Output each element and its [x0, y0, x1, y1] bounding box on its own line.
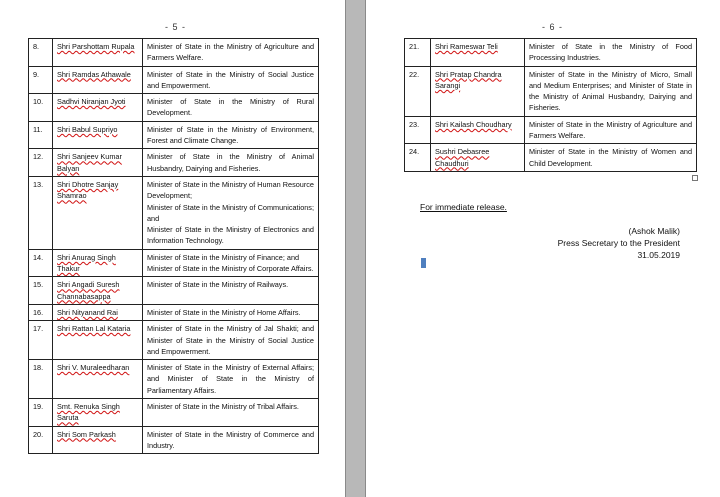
table-row	[29, 149, 319, 177]
portfolio-description: Minister of State in the Ministry of Agriculture and Farmers Welfare.	[525, 116, 697, 144]
ministers-table-page-5	[28, 38, 319, 454]
signatory-title: Press Secretary to the President	[557, 238, 680, 248]
minister-name	[53, 360, 143, 399]
portfolio-description: Minister of State in the Ministry of Environment, Forest and Climate Change.	[143, 121, 319, 149]
portfolio-description: Minister of State in the Ministry of External Affairs; and Minister of State in the Ministry of Parliamentary Affairs.	[143, 360, 319, 399]
portfolio-description: Minister of State in the Ministry of Human Resource Development; Minister of State in the Ministry of Communications; and Minister of State in the Ministry of Electronics and Information Technology.	[143, 176, 319, 249]
minister-name-text: Shri Ramdas Athawale	[57, 69, 131, 79]
portfolio-description: Minister of State in the Ministry of Women and Child Development.	[525, 144, 697, 172]
minister-name	[53, 426, 143, 454]
minister-name	[431, 144, 525, 172]
minister-name	[53, 249, 143, 277]
serial-number: 16.	[29, 304, 53, 320]
table-row	[29, 94, 319, 122]
minister-name-text: Shri Som Parkash	[57, 429, 116, 439]
ministers-table-page-6	[404, 38, 697, 172]
serial-number: 15.	[29, 277, 53, 305]
serial-number: 21.	[405, 39, 431, 67]
table-row	[405, 39, 697, 67]
minister-name-text: Shri Kailash Choudhary	[435, 119, 512, 129]
minister-name	[53, 121, 143, 149]
table-row	[29, 304, 319, 320]
minister-name-text: Shri Babul Supriyo	[57, 124, 118, 134]
serial-number: 18.	[29, 360, 53, 399]
table-row	[29, 277, 319, 305]
minister-name-text: Shri Parshottam Rupala	[57, 42, 135, 51]
minister-name-text: Smt. Renuka Singh Saruta	[57, 402, 120, 423]
serial-number: 23.	[405, 116, 431, 144]
minister-name	[431, 116, 525, 144]
portfolio-description: Minister of State in the Ministry of Animal Husbandry, Dairying and Fisheries.	[143, 149, 319, 177]
page-number: - 6 -	[542, 22, 564, 32]
serial-number: 10.	[29, 94, 53, 122]
portfolio-description: Minister of State in the Ministry of Agriculture and Farmers Welfare.	[143, 39, 319, 67]
page-number: - 5 -	[165, 22, 187, 32]
minister-name	[53, 149, 143, 177]
serial-number: 20.	[29, 426, 53, 454]
table-row	[405, 66, 697, 116]
minister-name-text: Shri Rameswar Teli	[435, 42, 498, 51]
portfolio-description: Minister of State in the Ministry of Social Justice and Empowerment.	[143, 66, 319, 94]
table-row	[29, 66, 319, 94]
serial-number: 17.	[29, 321, 53, 360]
table-row	[29, 426, 319, 454]
minister-name	[53, 66, 143, 94]
minister-name-text: Shri V. Muraleedharan	[57, 363, 130, 373]
minister-name-text: Shri Dhotre Sanjay Shamrao	[57, 179, 119, 201]
minister-name	[431, 39, 525, 67]
table-row	[29, 249, 319, 277]
serial-number: 9.	[29, 66, 53, 94]
table-row	[29, 360, 319, 399]
minister-name-text: Sadhvi Niranjan Jyoti	[57, 97, 126, 107]
minister-name-text: Sushri Debasree Chaudhuri	[435, 147, 490, 168]
minister-name	[53, 304, 143, 320]
page-gap	[345, 0, 366, 497]
serial-number: 19.	[29, 399, 53, 427]
minister-name	[53, 39, 143, 67]
minister-name-text: Shri Anurag Singh Thakur	[57, 252, 116, 274]
document-page-5	[0, 0, 345, 497]
minister-name	[431, 66, 525, 116]
portfolio-description: Minister of State in the Ministry of Food Processing Industries.	[525, 39, 697, 67]
minister-name	[53, 176, 143, 249]
minister-name-text: Shri Sanjeev Kumar Balyan	[57, 152, 122, 173]
serial-number: 24.	[405, 144, 431, 172]
minister-name	[53, 321, 143, 360]
portfolio-description: Minister of State in the Ministry of Home Affairs.	[143, 304, 319, 320]
signature-date: 31.05.2019	[637, 250, 680, 260]
serial-number: 13.	[29, 176, 53, 249]
table-row	[29, 321, 319, 360]
signatory-name: (Ashok Malik)	[628, 226, 680, 236]
release-note: For immediate release.	[420, 202, 507, 212]
table-row	[29, 121, 319, 149]
minister-name	[53, 94, 143, 122]
table-row	[405, 116, 697, 144]
portfolio-description: Minister of State in the Ministry of Rural Development.	[143, 94, 319, 122]
portfolio-description: Minister of State in the Ministry of Railways.	[143, 277, 319, 305]
minister-name-text: Shri Pratap Chandra Sarangi	[435, 69, 502, 90]
table-row	[29, 176, 319, 249]
serial-number: 12.	[29, 149, 53, 177]
table-row	[405, 144, 697, 172]
minister-name	[53, 399, 143, 427]
portfolio-description: Minister of State in the Ministry of Finance; and Minister of State in the Ministry of Corporate Affairs.	[143, 249, 319, 277]
portfolio-description: Minister of State in the Ministry of Tribal Affairs.	[143, 399, 319, 427]
minister-name-text: Shri Angadi Suresh Channabasappa	[57, 280, 120, 301]
signature-block	[558, 225, 680, 261]
portfolio-description: Minister of State in the Ministry of Jal Shakti; and Minister of State in the Ministry of Social Justice and Empowerment.	[143, 321, 319, 360]
serial-number: 14.	[29, 249, 53, 277]
table-resize-handle[interactable]	[692, 175, 698, 181]
serial-number: 22.	[405, 66, 431, 116]
text-cursor	[421, 258, 426, 268]
serial-number: 8.	[29, 39, 53, 67]
portfolio-description: Minister of State in the Ministry of Micro, Small and Medium Enterprises; and Minister of State in the Ministry of Animal Husbandry, Dairying and Fisheries.	[525, 66, 697, 116]
minister-name-text: Shri Nityanand Rai	[57, 307, 118, 317]
minister-name-text: Shri Rattan Lal Kataria	[57, 324, 131, 334]
table-row	[29, 399, 319, 427]
portfolio-description: Minister of State in the Ministry of Commerce and Industry.	[143, 426, 319, 454]
minister-name	[53, 277, 143, 305]
serial-number: 11.	[29, 121, 53, 149]
table-row	[29, 39, 319, 67]
